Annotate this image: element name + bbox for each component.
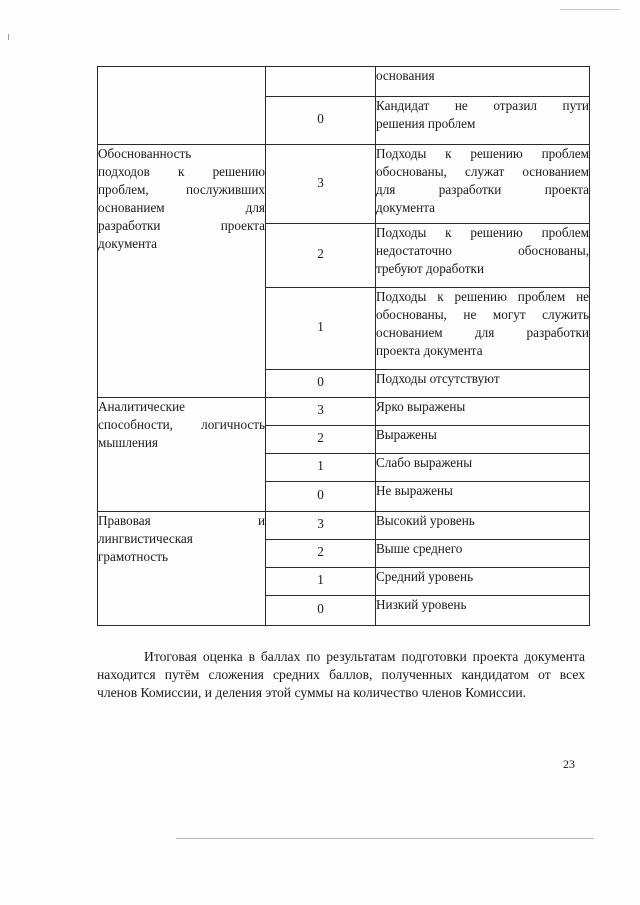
text-line: Средний уровень <box>376 569 474 584</box>
score-cell <box>266 145 376 224</box>
text-line: способности, логичность <box>98 417 265 432</box>
score-cell <box>266 97 376 145</box>
text-line: требуют доработки <box>376 261 485 276</box>
text-line: Не выражены <box>376 483 453 498</box>
text-line: для разработки проекта <box>376 182 589 197</box>
text-line: Правовая и <box>98 513 265 528</box>
score-cell <box>266 370 376 398</box>
criterion-cell <box>98 67 266 145</box>
text-line: грамотность <box>98 549 168 564</box>
score-value: 0 <box>317 601 324 616</box>
description-cell <box>376 512 590 540</box>
table-row <box>98 67 590 97</box>
text-line: Обоснованность <box>98 146 192 161</box>
text-line: Кандидат не отразил пути <box>376 98 589 113</box>
score-cell <box>266 540 376 568</box>
score-value: 0 <box>317 111 324 126</box>
score-value: 1 <box>317 319 324 334</box>
description-cell <box>376 67 590 97</box>
description-cell <box>376 568 590 596</box>
score-cell <box>266 224 376 288</box>
text-line: документа <box>98 236 157 251</box>
criterion-cell <box>98 398 266 512</box>
text-line: мышления <box>98 435 158 450</box>
text-line: основанием для <box>98 200 265 215</box>
criterion-cell <box>98 145 266 398</box>
text-line: проекта документа <box>376 343 483 358</box>
description-cell <box>376 540 590 568</box>
text-line: недостаточно обоснованы, <box>376 243 589 258</box>
text-line: Низкий уровень <box>376 597 467 612</box>
text-line: обоснованы, служат основанием <box>376 164 589 179</box>
score-cell <box>266 596 376 626</box>
score-value: 0 <box>317 487 324 502</box>
score-value: 2 <box>317 430 324 445</box>
text-line: разработки проекта <box>98 218 265 233</box>
score-value: 0 <box>317 374 324 389</box>
text-line: Подходы к решению проблем <box>376 225 589 240</box>
table-row <box>98 512 590 540</box>
scan-mark-top-left <box>8 34 9 40</box>
table-row <box>98 145 590 224</box>
text-line: Подходы к решению проблем <box>376 146 589 161</box>
table-row <box>98 398 590 426</box>
score-value: 1 <box>317 572 324 587</box>
text-line: подходов к решению <box>98 164 265 179</box>
text-line: решения проблем <box>376 116 476 131</box>
description-cell <box>376 224 590 288</box>
description-cell <box>376 398 590 426</box>
text-line: Высокий уровень <box>376 513 475 528</box>
text-line: обоснованы, не могут служить <box>376 307 589 322</box>
text-line: основания <box>376 68 435 83</box>
score-cell <box>266 454 376 482</box>
score-value: 1 <box>317 458 324 473</box>
description-cell <box>376 482 590 512</box>
score-cell <box>266 482 376 512</box>
text-line: лингвистическая <box>98 531 193 546</box>
score-cell <box>266 512 376 540</box>
score-value: 3 <box>317 402 324 417</box>
text-line: Подходы отсутствуют <box>376 371 500 386</box>
score-cell <box>266 568 376 596</box>
text-line: проблем, послуживших <box>98 182 265 197</box>
score-cell <box>266 426 376 454</box>
text-line: Ярко выражены <box>376 399 466 414</box>
description-cell <box>376 288 590 370</box>
score-value: 3 <box>317 516 324 531</box>
text-line: Аналитические <box>98 399 185 414</box>
text-line: Выражены <box>376 427 437 442</box>
description-cell <box>376 145 590 224</box>
score-value <box>266 67 375 71</box>
scan-mark-bottom-line <box>176 838 594 839</box>
score-cell <box>266 398 376 426</box>
scan-mark-top-right <box>560 9 620 10</box>
score-value: 2 <box>317 246 324 261</box>
text-line: Слабо выражены <box>376 455 473 470</box>
text-line: находится путём сложения средних баллов, полученных кандидатом от всех <box>97 667 585 682</box>
final-score-note <box>97 648 585 702</box>
evaluation-criteria-table <box>97 66 590 626</box>
page-number: 23 <box>563 757 575 771</box>
description-cell <box>376 454 590 482</box>
score-value: 3 <box>317 175 324 190</box>
score-value: 2 <box>317 544 324 559</box>
text-line: членов Комиссии, и деления этой суммы на количество членов Комиссии. <box>97 685 527 700</box>
description-cell <box>376 426 590 454</box>
text-line: Итоговая оценка в баллах по результатам подготовки проекта документа <box>144 649 585 664</box>
text-line: документа <box>376 200 435 215</box>
description-cell <box>376 370 590 398</box>
description-cell <box>376 596 590 626</box>
text-line: Выше среднего <box>376 541 463 556</box>
score-cell <box>266 67 376 97</box>
text-line: основанием для разработки <box>376 325 589 340</box>
score-cell <box>266 288 376 370</box>
text-line: Подходы к решению проблем не <box>376 289 589 304</box>
description-cell <box>376 97 590 145</box>
criterion-cell <box>98 512 266 626</box>
